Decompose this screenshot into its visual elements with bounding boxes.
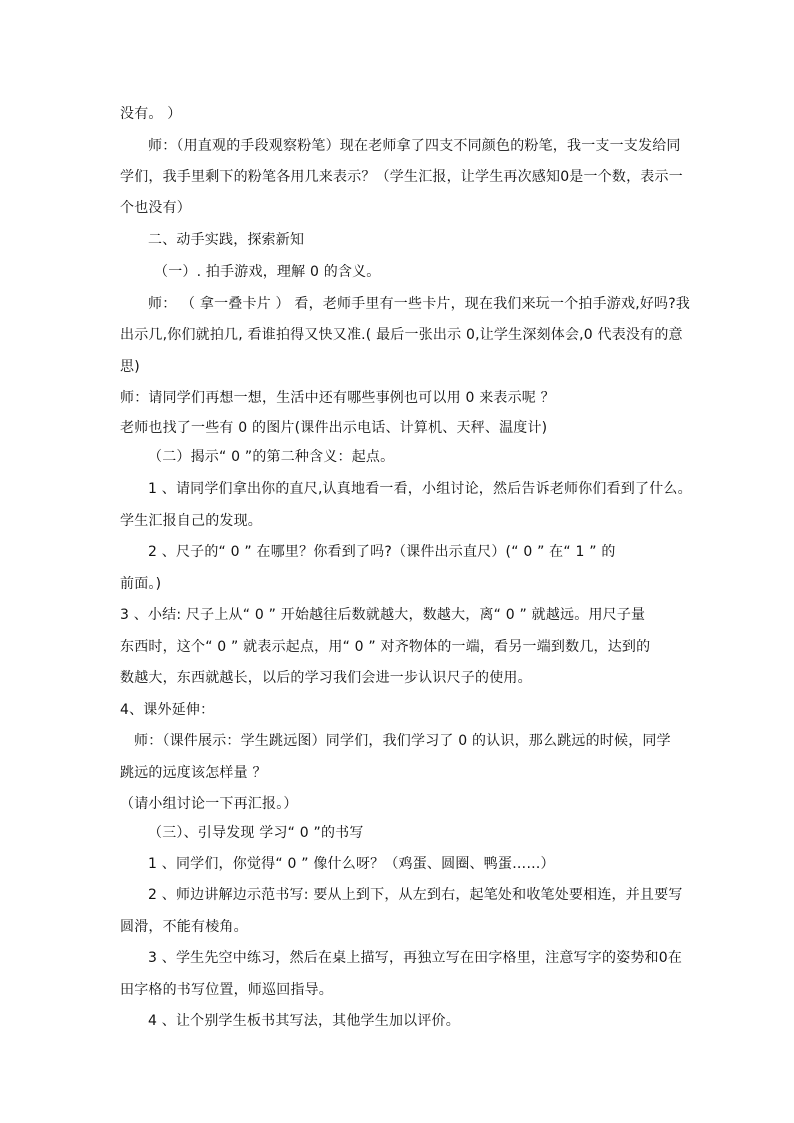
text-line: 出示几,你们就拍几, 看谁拍得又快又准.( 最后一张出示 0,让学生深刻体会,0 代表没有的意 bbox=[120, 327, 683, 343]
text-line: 跳远的远度该怎样量 ？ bbox=[120, 765, 267, 781]
text-line: 2 、尺子的“ 0 ” 在哪里？你看到了吗?（课件出示直尺）(“ 0 ” 在“ 1 ” 的 bbox=[148, 544, 616, 560]
section-heading: 4、课外延伸： bbox=[120, 702, 215, 718]
text-line: 个也没有） bbox=[120, 200, 191, 216]
text-line: 4 、让个别学生板书其写法，其他学生加以评价。 bbox=[148, 1013, 460, 1029]
subsection-heading: （一）. 拍手游戏，理解 0 的含义。 bbox=[154, 264, 381, 280]
text-line: 田字格的书写位置，师巡回指导。 bbox=[120, 982, 333, 998]
text-line: 师：请同学们再想一想，生活中还有哪些事例也可以用 0 来表示呢 ？ bbox=[120, 390, 555, 406]
text-line: 数越大，东西就越长，以后的学习我们会进一步认识尺子的使用。 bbox=[120, 670, 532, 686]
text-line: 2 、师边讲解边示范书写: 要从上到下，从左到右，起笔处和收笔处要相连，并且要写 bbox=[148, 887, 683, 903]
text-line: 圆滑，不能有棱角。 bbox=[120, 919, 248, 935]
text-line: 没有。 ） bbox=[120, 106, 182, 122]
subsection-heading: （三）、引导发现 学习“ 0 ”的书写 bbox=[148, 825, 364, 841]
text-line: 师： （ 拿一叠卡片 ） 看，老师手里有一些卡片，现在我们来玩一个拍手游戏,好吗?我 bbox=[148, 296, 691, 312]
text-line: 老师也找了一些有 0 的图片(课件出示电话、计算机、天秤、温度计) bbox=[120, 420, 548, 436]
text-line: 思) bbox=[120, 359, 140, 375]
text-line: 师：（用直观的手段观察粉笔）现在老师拿了四支不同颜色的粉笔，我一支一支发给同 bbox=[148, 138, 681, 154]
subsection-heading: （二）揭示“ 0 ”的第二种含义：起点。 bbox=[148, 449, 395, 465]
text-line: 东西时，这个“ 0 ” 就表示起点，用“ 0 ” 对齐物体的一端，看另一端到数几，达到的 bbox=[120, 639, 651, 655]
text-line: 3 、学生先空中练习，然后在桌上描写，再独立写在田字格里，注意写字的姿势和0在 bbox=[148, 950, 683, 966]
text-line: 师：（课件展示：学生跳远图）同学们，我们学习了 0 的认识，那么跳远的时候，同学 bbox=[134, 733, 671, 749]
text-line: （请小组讨论一下再汇报。） bbox=[120, 796, 298, 812]
section-heading: 二、动手实践，探索新知 bbox=[148, 232, 305, 248]
text-line: 3 、小结: 尺子上从“ 0 ” 开始越往后数就越大，数越大，离“ 0 ” 就越远。用尺子量 bbox=[120, 607, 646, 623]
text-line: 1 、请同学们拿出你的直尺,认真地看一看，小组讨论，然后告诉老师你们看到了什么。 bbox=[148, 481, 692, 497]
text-line: 学们，我手里剩下的粉笔各用几来表示？（学生汇报，让学生再次感知0是一个数，表示一 bbox=[120, 169, 683, 185]
text-line: 1 、同学们，你觉得“ 0 ” 像什么呀？（鸡蛋、圆圈、鸭蛋……） bbox=[148, 856, 555, 872]
text-line: 学生汇报自己的发现。 bbox=[120, 513, 262, 529]
text-line: 前面。) bbox=[120, 576, 162, 592]
